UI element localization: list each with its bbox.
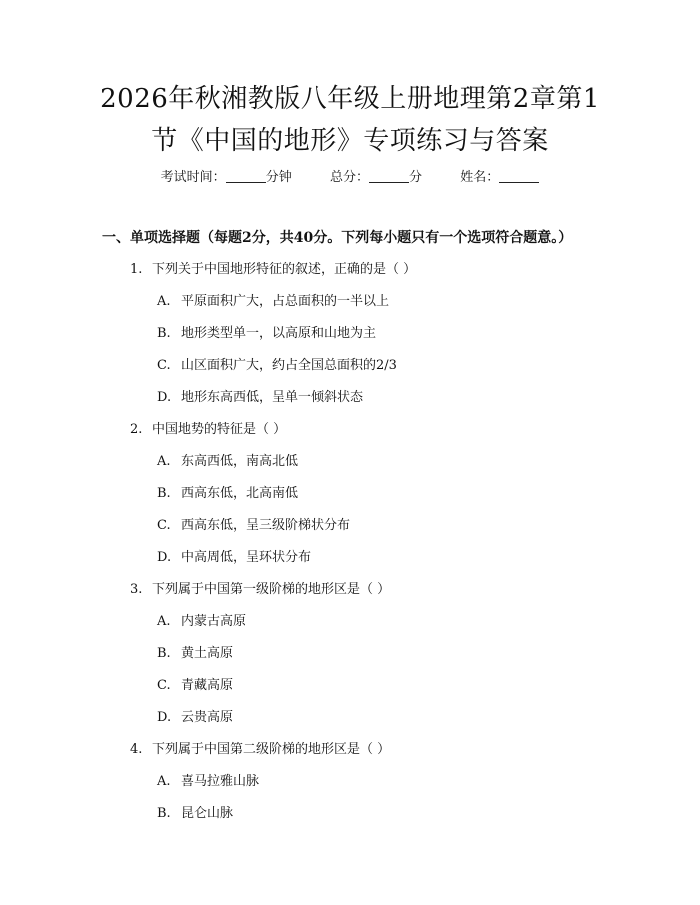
question-number: 1. [130,262,143,277]
option-text: 昆仑山脉 [181,806,234,821]
option-text: 西高东低，北高南低 [181,486,299,501]
score-label: 总分： [329,170,369,185]
exam-meta-row [0,168,700,188]
option-letter: B. [157,806,171,821]
option-letter: D. [157,390,172,405]
question-1-option-a [157,292,389,312]
option-letter: C. [157,358,171,373]
question-2 [130,420,286,440]
option-text: 山区面积广大，约占全国总面积的2/3 [181,358,397,373]
question-stem: 下列属于中国第一级阶梯的地形区是（ ） [152,582,391,597]
option-letter: A. [157,454,171,469]
option-letter: B. [157,326,171,341]
option-letter: D. [157,710,172,725]
question-3-option-a [157,612,246,632]
document-title-line-1: 2026年秋湘教版八年级上册地理第2章第1 [100,84,600,114]
option-letter: C. [157,678,171,693]
question-stem: 下列属于中国第二级阶梯的地形区是（ ） [152,742,391,757]
question-number: 3. [130,582,143,597]
question-3-option-c [157,676,233,696]
score-unit: 分 [409,170,423,185]
question-stem: 下列关于中国地形特征的叙述，正确的是（ ） [152,262,417,277]
score-blank [369,168,409,183]
option-text: 喜马拉雅山脉 [181,774,260,789]
question-1-option-d [157,388,363,408]
name-blank [499,168,539,183]
question-3 [130,580,390,600]
question-stem: 中国地势的特征是（ ） [152,422,287,437]
question-4-option-b [157,804,233,824]
question-4 [130,740,390,760]
question-1 [130,260,416,280]
option-text: 青藏高原 [181,678,234,693]
section-heading: 一、单项选择题（每题2分，共40分。下列每小题只有一个选项符合题意。） [102,230,573,246]
option-letter: B. [157,486,171,501]
name-label: 姓名： [460,170,500,185]
option-text: 内蒙古高原 [181,614,247,629]
document-title-line-2: 节《中国的地形》专项练习与答案 [151,126,549,156]
question-1-option-c [157,356,397,376]
time-unit: 分钟 [265,170,292,185]
question-2-option-a [157,452,298,472]
question-3-option-d [157,708,233,728]
option-text: 云贵高原 [181,710,234,725]
question-3-option-b [157,644,233,664]
question-2-option-c [157,516,350,536]
question-2-option-d [157,548,311,568]
option-letter: B. [157,646,171,661]
question-2-option-b [157,484,298,504]
question-1-option-b [157,324,376,344]
option-text: 地形东高西低，呈单一倾斜状态 [181,390,364,405]
question-number: 4. [130,742,143,757]
option-text: 西高东低，呈三级阶梯状分布 [181,518,351,533]
question-number: 2. [130,422,143,437]
option-letter: A. [157,614,171,629]
option-letter: A. [157,774,171,789]
option-letter: A. [157,294,171,309]
time-label: 考试时间： [160,170,226,185]
time-blank [226,168,266,183]
option-text: 平原面积广大，占总面积的一半以上 [181,294,390,309]
question-4-option-a [157,772,259,792]
option-letter: C. [157,518,171,533]
option-text: 黄土高原 [181,646,234,661]
option-letter: D. [157,550,172,565]
option-text: 地形类型单一，以高原和山地为主 [181,326,377,341]
option-text: 中高周低，呈环状分布 [181,550,312,565]
option-text: 东高西低，南高北低 [181,454,299,469]
